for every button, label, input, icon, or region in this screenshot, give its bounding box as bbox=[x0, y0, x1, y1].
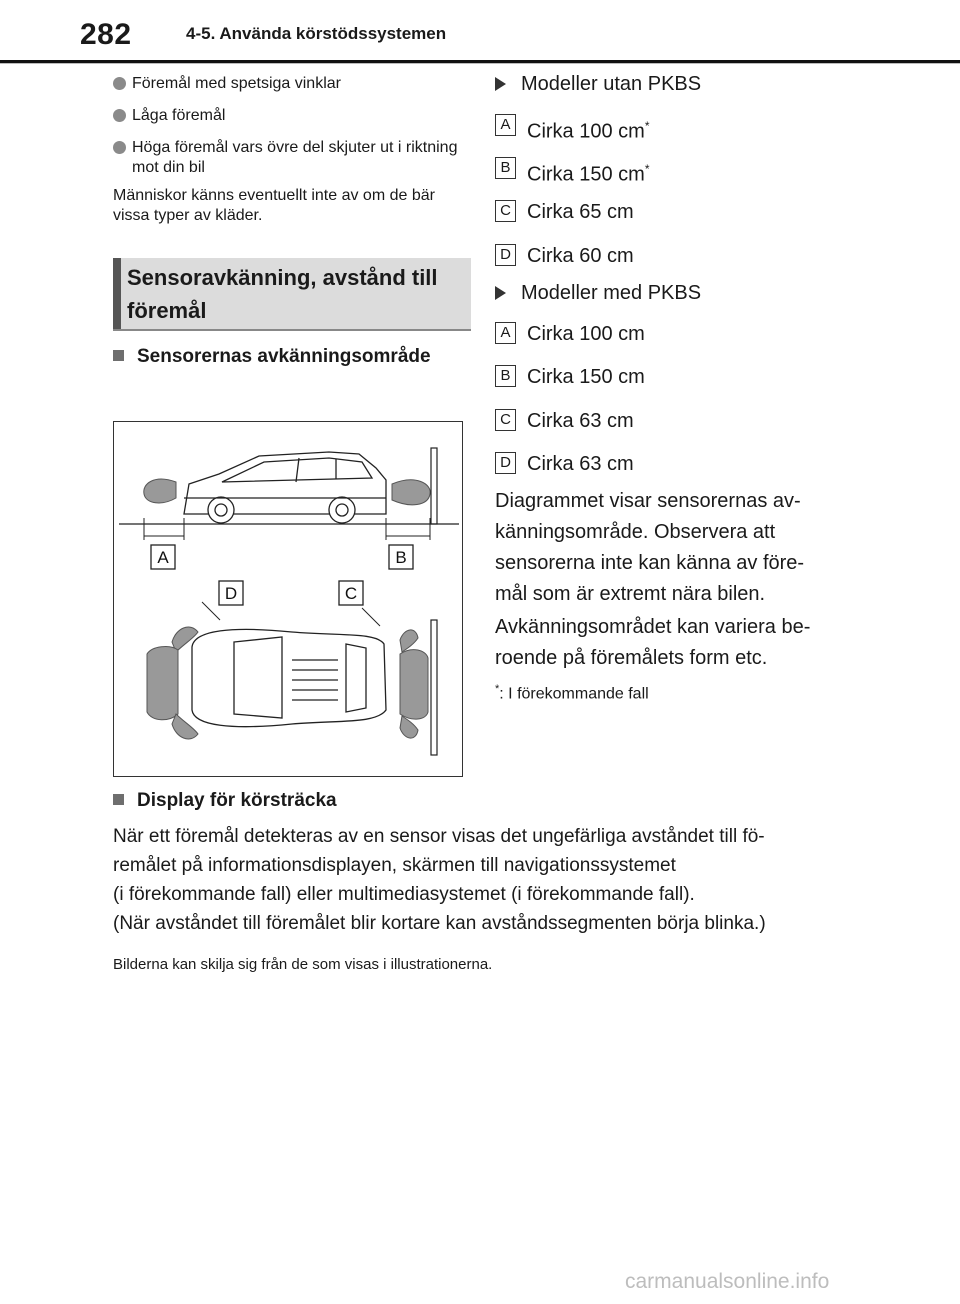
model-heading-without-pkbs: Modeller utan PKBS bbox=[495, 72, 701, 96]
bullet-dot-icon bbox=[113, 109, 126, 122]
diagram-description: Diagrammet visar sensorernas av- känningsområde. Observera att sensorerna inte kan känna av före- mål som är extremt nära bilen. bbox=[495, 490, 805, 605]
front-sensor-zone bbox=[144, 479, 176, 503]
label-box: B bbox=[495, 365, 516, 387]
bullet-item: Föremål med spetsiga vinklar bbox=[113, 74, 473, 94]
label-box: D bbox=[495, 452, 516, 474]
section-heading: Sensoravkänning, avstånd till föremål bbox=[113, 258, 471, 331]
label-box: B bbox=[495, 157, 516, 179]
rear-left-corner-zone bbox=[400, 630, 418, 652]
distance-item: B Cirka 150 cm* bbox=[495, 157, 649, 187]
distance-item: B Cirka 150 cm bbox=[495, 365, 645, 389]
label-box: D bbox=[495, 244, 516, 266]
distance-item: A Cirka 100 cm* bbox=[495, 114, 649, 144]
distance-item: D Cirka 60 cm bbox=[495, 244, 634, 268]
diagram-label-b: B bbox=[395, 548, 407, 567]
sensor-range-diagram bbox=[113, 421, 463, 777]
triangle-bullet-icon bbox=[495, 77, 506, 91]
distance-item: C Cirka 63 cm bbox=[495, 409, 634, 433]
bullet-item: Höga föremål vars övre del skjuter ut i riktning mot din bil bbox=[113, 138, 468, 178]
section-title: 4-5. Använda körstödssystemen bbox=[186, 24, 447, 43]
heading-accent-bar bbox=[113, 258, 121, 331]
diagram-label-d: D bbox=[224, 584, 238, 603]
distance-display-description: När ett föremål detekteras av en sensor visas det ungefärliga avståndet till fö- remålet på informationsdisplayen, skärmen till navigationssystemet (i förekommande fall) eller multimediasystemet (i förekommande fall). (När avståndet till föremålet blir kortare kan avståndssegmenten börja blinka.) bbox=[113, 826, 766, 934]
diagram-label-a: A bbox=[157, 548, 169, 567]
clothing-note: Människor känns eventuellt inte av om de bär vissa typer av kläder. bbox=[113, 187, 435, 224]
label-box: A bbox=[495, 114, 516, 136]
model-heading-with-pkbs: Modeller med PKBS bbox=[495, 281, 701, 305]
illustration-disclaimer: Bilderna kan skilja sig från de som visas i illustrationerna. bbox=[113, 956, 493, 973]
rear-sensor-zone bbox=[392, 480, 430, 505]
square-bullet-icon bbox=[113, 350, 124, 361]
watermark: carmanualsonline.info bbox=[625, 1270, 830, 1293]
label-box: C bbox=[495, 409, 516, 431]
subheading-detection-area: Sensorernas avkänningsområde bbox=[113, 341, 433, 372]
front-center-zone bbox=[147, 647, 178, 720]
distance-item: C Cirka 65 cm bbox=[495, 200, 634, 224]
bullet-item: Låga föremål bbox=[113, 106, 473, 126]
bullet-dot-icon bbox=[113, 141, 126, 154]
diagram-label-c: C bbox=[344, 584, 358, 603]
subheading-distance-display: Display för körsträcka bbox=[113, 785, 513, 816]
triangle-bullet-icon bbox=[495, 286, 506, 300]
rear-center-zone bbox=[400, 650, 428, 719]
range-variation-note: Avkänningsområdet kan variera be- roende på föremålets form etc. bbox=[495, 616, 811, 669]
page-number: 282 bbox=[80, 18, 132, 51]
sensor-diagram-svg bbox=[114, 422, 462, 776]
footnote: *: I förekommande fall bbox=[495, 683, 649, 703]
label-box: C bbox=[495, 200, 516, 222]
square-bullet-icon bbox=[113, 794, 124, 805]
distance-item: D Cirka 63 cm bbox=[495, 452, 634, 476]
distance-item: A Cirka 100 cm bbox=[495, 322, 645, 346]
label-box: A bbox=[495, 322, 516, 344]
front-right-corner-zone bbox=[172, 714, 198, 739]
header-rule-shadow bbox=[0, 63, 960, 64]
bullet-dot-icon bbox=[113, 77, 126, 90]
